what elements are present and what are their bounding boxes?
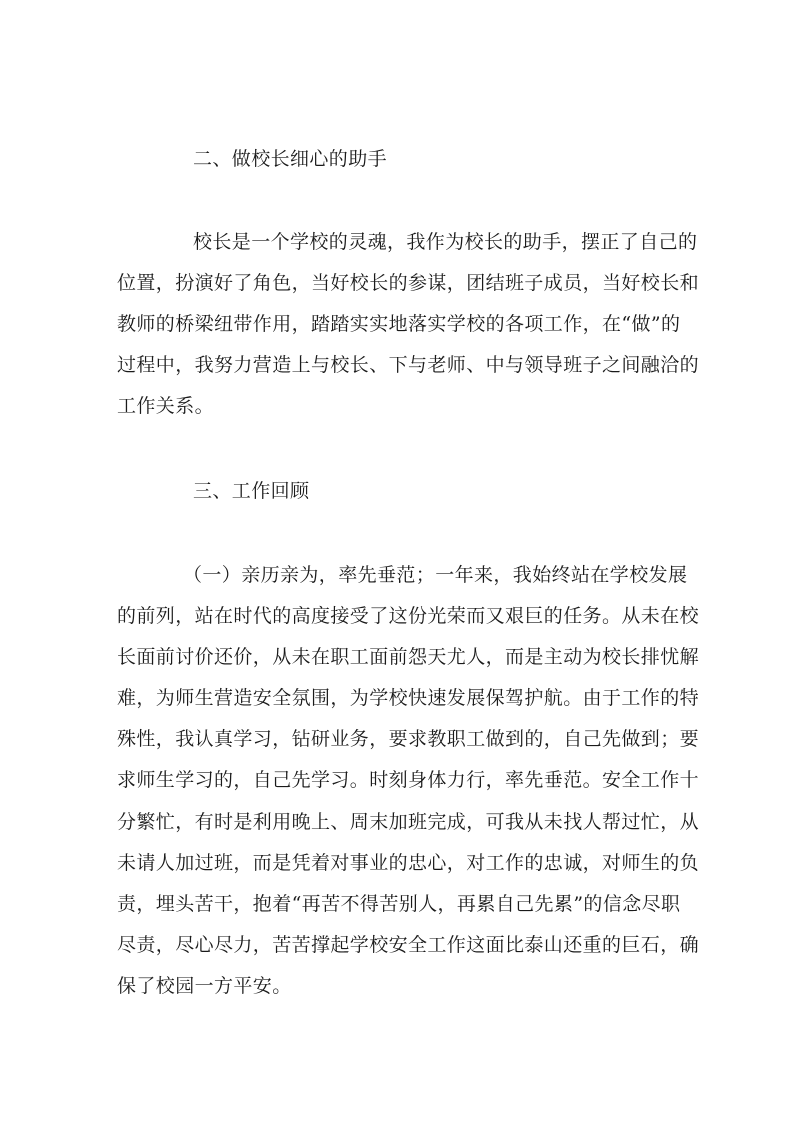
paragraph-line: 过程中，我努力营造上与校长、下与老师、中与领导班子之间融洽的 — [117, 354, 700, 376]
paragraph-line: 未请人加过班，而是凭着对事业的忠心，对工作的忠诚，对师生的负 — [117, 852, 700, 874]
paragraph-line: 长面前讨价还价，从未在职工面前怨天尤人，而是主动为校长排忧解 — [117, 646, 700, 668]
paragraph-line: 教师的桥梁纽带作用，踏踏实实地落实学校的各项工作，在“做”的 — [117, 313, 681, 335]
paragraph-line: 责，埋头苦干，抱着“再苦不得苦别人，再累自己先累”的信念尽职 — [117, 893, 681, 915]
paragraph-line: 位置，扮演好了角色，当好校长的参谋，团结班子成员，当好校长和 — [117, 272, 700, 294]
section-heading-review: 三、工作回顾 — [193, 480, 310, 502]
paragraph-line: 求师生学习的，自己先学习。时刻身体力行，率先垂范。安全工作十 — [117, 769, 700, 791]
paragraph-line: 难，为师生营造安全氛围，为学校快速发展保驾护航。由于工作的特 — [117, 687, 700, 709]
paragraph-line: 校长是一个学校的灵魂，我作为校长的助手，摆正了自己的 — [193, 231, 698, 253]
paragraph-line: （一）亲历亲为，率先垂范；一年来，我始终站在学校发展 — [183, 564, 688, 586]
paragraph-line: 的前列，站在时代的高度接受了这份光荣而又艰巨的任务。从未在校 — [117, 605, 700, 627]
paragraph-line: 分繁忙，有时是利用晚上、周末加班完成，可我从未找人帮过忙，从 — [117, 811, 700, 833]
paragraph-line: 保了校园一方平安。 — [117, 975, 292, 997]
paragraph-line: 工作关系。 — [117, 395, 215, 417]
section-heading-assistant: 二、做校长细心的助手 — [193, 148, 388, 170]
paragraph-line: 尽责，尽心尽力，苦苦撑起学校安全工作这面比泰山还重的巨石，确 — [117, 934, 700, 956]
paragraph-line: 殊性，我认真学习，钻研业务，要求教职工做到的，自己先做到；要 — [117, 728, 700, 750]
